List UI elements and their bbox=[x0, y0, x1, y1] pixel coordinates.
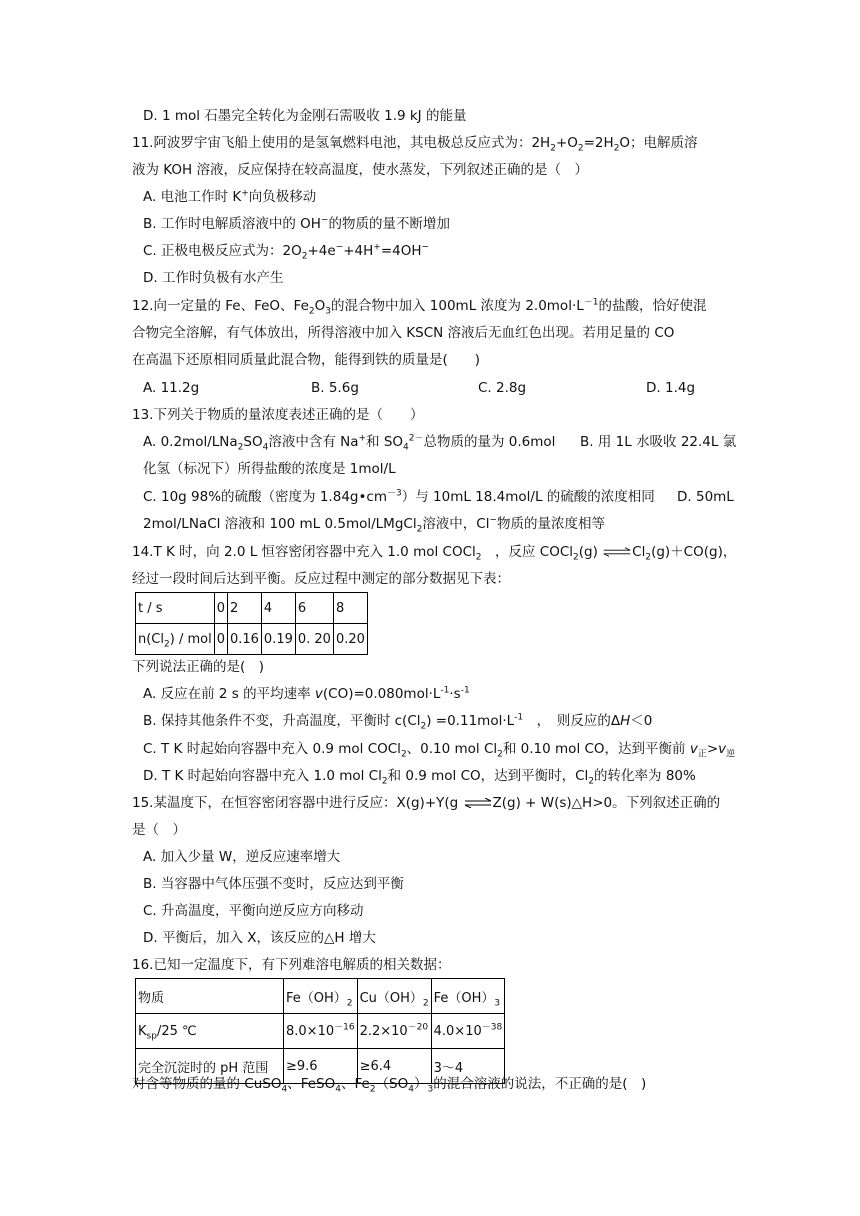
q12-stem-line2: 合物完全溶解，有气体放出，所得溶液中加入 KSCN 溶液后无血红色出现。若用足量的 CO bbox=[132, 325, 675, 341]
table-cell: 0. 20 bbox=[295, 624, 333, 655]
table-row bbox=[136, 1014, 505, 1049]
table-cell: $2.2\times 10^{-20}$ bbox=[357, 1014, 431, 1049]
q14-option-d: D. T K 时起始向容器中充入 1.0 mol $Cl_2$和 0.9 mol CO，达到平衡时，$Cl_2$的转化率为 80% bbox=[143, 768, 696, 787]
q13-option-c: C. 10g 98%的硫酸（密度为 $1.84g•cm^{-3}$）与 10mL 18.4mol/L 的硫酸的浓度相同 bbox=[143, 488, 655, 505]
table-cell: 完全沉淀时的 pH 范围 bbox=[136, 1049, 284, 1084]
q15-stem-line1: 15.某温度下，在恒容密闭容器中进行反应：X(g)+Y(g Z(g) + W(s)△H>0。下列叙述正确的 bbox=[132, 795, 721, 811]
q11-option-b: B. 工作时电解质溶液中的 OH−的物质的量不断增加 bbox=[143, 215, 450, 232]
q12-stem-line1: 12.向一定量的 Fe、FeO、$Fe_2O_3$的混合物中加入 100mL 浓度为 $2.0mol\cdot L^{-1}$的盐酸，恰好使混 bbox=[132, 297, 707, 317]
table-cell: ≥9.6 bbox=[284, 1049, 358, 1084]
q12-option-c: C. 2.8g bbox=[478, 380, 527, 396]
table-row bbox=[136, 624, 368, 655]
table-cell: 物质 bbox=[136, 979, 284, 1014]
equilibrium-arrow-icon bbox=[602, 547, 632, 557]
q16-stem: 16.已知一定温度下，有下列难溶电解质的相关数据： bbox=[132, 957, 451, 973]
q14-option-c: C. T K 时起始向容器中充入 0.9 mol COCl$_2$、0.10 mol $Cl_2$和 0.10 mol CO，达到平衡前 $v_正>v_逆$ bbox=[143, 741, 736, 760]
q11-option-a: A. 电池工作时 K+向负极移动 bbox=[143, 188, 317, 205]
table-cell: 0.16 bbox=[227, 624, 261, 655]
table-cell: 6 bbox=[295, 593, 333, 624]
q11-option-d: D. 工作时负极有水产生 bbox=[143, 270, 284, 286]
q11-stem-line1: 11.阿波罗宇宙飞船上使用的是氢氧燃料电池，其电极总反应式为：$2H_2+O_2=2H_2O$；电解质溶 bbox=[132, 135, 698, 154]
q14-option-b: B. 保持其他条件不变，升高温度，平衡时 $c(Cl_2) =0.11mol\cdot L^{-1}$ ， 则反应的ΔH＜0 bbox=[143, 712, 653, 732]
q10-option-d: D. 1 mol 石墨完全转化为金刚石需吸收 1.9 kJ 的能量 bbox=[143, 108, 467, 124]
table-cell: 2 bbox=[227, 593, 261, 624]
q13-option-b-cont: 化氢（标况下）所得盐酸的浓度是 1mol/L bbox=[143, 461, 396, 477]
q16-data-table bbox=[135, 978, 505, 1084]
q15-option-a: A. 加入少量 W，逆反应速率增大 bbox=[143, 849, 341, 865]
q15-option-c: C. 升高温度，平衡向逆反应方向移动 bbox=[143, 903, 364, 919]
q11-option-c: C. 正极电极反应式为：$2O_2+4e^-+4H^+=4OH^-$ bbox=[143, 242, 430, 262]
q13-option-b-start: B. 用 1L 水吸收 22.4L 氯 bbox=[580, 434, 737, 450]
q14-stem-line1: 14.T K 时，向 2.0 L 恒容密闭容器中充入 1.0 mol COCl$_2$ ，反应 COCl$_2$(g) $Cl_2(g)+CO(g)$， bbox=[132, 544, 737, 563]
q12-stem-line3: 在高温下还原相同质量此混合物，能得到铁的质量是( ) bbox=[132, 352, 481, 368]
table-cell: 0.19 bbox=[261, 624, 295, 655]
q15-stem-line2: 是（ ） bbox=[132, 822, 186, 838]
table-cell: $Fe(OH)_3$ bbox=[431, 979, 505, 1014]
table-cell: 0.20 bbox=[333, 624, 367, 655]
table-cell: 0 bbox=[214, 624, 227, 655]
equilibrium-arrow-icon bbox=[463, 798, 493, 808]
q14-option-a: A. 反应在前 2 s 的平均速率 $v(CO)=0.080mol\cdot L^{-1}\cdot s^{-1}$ bbox=[143, 685, 470, 702]
table-cell: $K_{sp}/25$ ℃ bbox=[136, 1014, 284, 1049]
q15-option-b: B. 当容器中气体压强不变时，反应达到平衡 bbox=[143, 876, 404, 892]
table-cell: 0 bbox=[214, 593, 227, 624]
table-cell: $8.0\times 10^{-16}$ bbox=[284, 1014, 358, 1049]
table-row bbox=[136, 979, 505, 1014]
table-cell: ≥6.4 bbox=[357, 1049, 431, 1084]
table-cell: $4.0\times 10^{-38}$ bbox=[431, 1014, 505, 1049]
q11-stem-line2: 液为 KOH 溶液，反应保持在较高温度，使水蒸发，下列叙述正确的是（ ） bbox=[132, 162, 588, 178]
q12-option-a: A. 11.2g bbox=[143, 380, 200, 396]
q13-option-a: A. $0.2mol/LNa_2SO_4$溶液中含有 Na+和 $SO_4^{2-}$总物质的量为 0.6mol bbox=[143, 433, 556, 453]
q14-prompt: 下列说法正确的是( ) bbox=[132, 659, 265, 675]
q13-stem: 13.下列关于物质的量浓度表述正确的是（ ） bbox=[132, 407, 424, 423]
q14-data-table bbox=[135, 592, 368, 655]
table-cell: $n(Cl_2)$ / mol bbox=[136, 624, 215, 655]
q16-question: 对含等物质的量的 CuSO$_4$、FeSO$_4$、$Fe_2(SO_4)_3$的混合溶液的说法，不正确的是( ) bbox=[132, 1076, 647, 1095]
table-cell: $Cu(OH)_2$ bbox=[357, 979, 431, 1014]
q14-stem-line2: 经过一段时间后达到平衡。反应过程中测定的部分数据见下表： bbox=[132, 571, 510, 587]
q12-option-b: B. 5.6g bbox=[311, 380, 359, 396]
table-cell: $Fe(OH)_2$ bbox=[284, 979, 358, 1014]
table-cell: 3～4 bbox=[431, 1049, 505, 1084]
q13-option-d-start: D. 50mL bbox=[677, 489, 734, 505]
table-cell: t / s bbox=[136, 593, 215, 624]
table-cell: 8 bbox=[333, 593, 367, 624]
q15-option-d: D. 平衡后，加入 X，该反应的△H 增大 bbox=[143, 930, 376, 946]
q13-option-d-cont: 2mol/LNaCl 溶液和 100 mL 0.5mol/LMgCl$_2$溶液中，Cl−物质的量浓度相等 bbox=[143, 515, 606, 535]
table-cell: 4 bbox=[261, 593, 295, 624]
table-row bbox=[136, 593, 368, 624]
q12-option-d: D. 1.4g bbox=[646, 380, 696, 396]
